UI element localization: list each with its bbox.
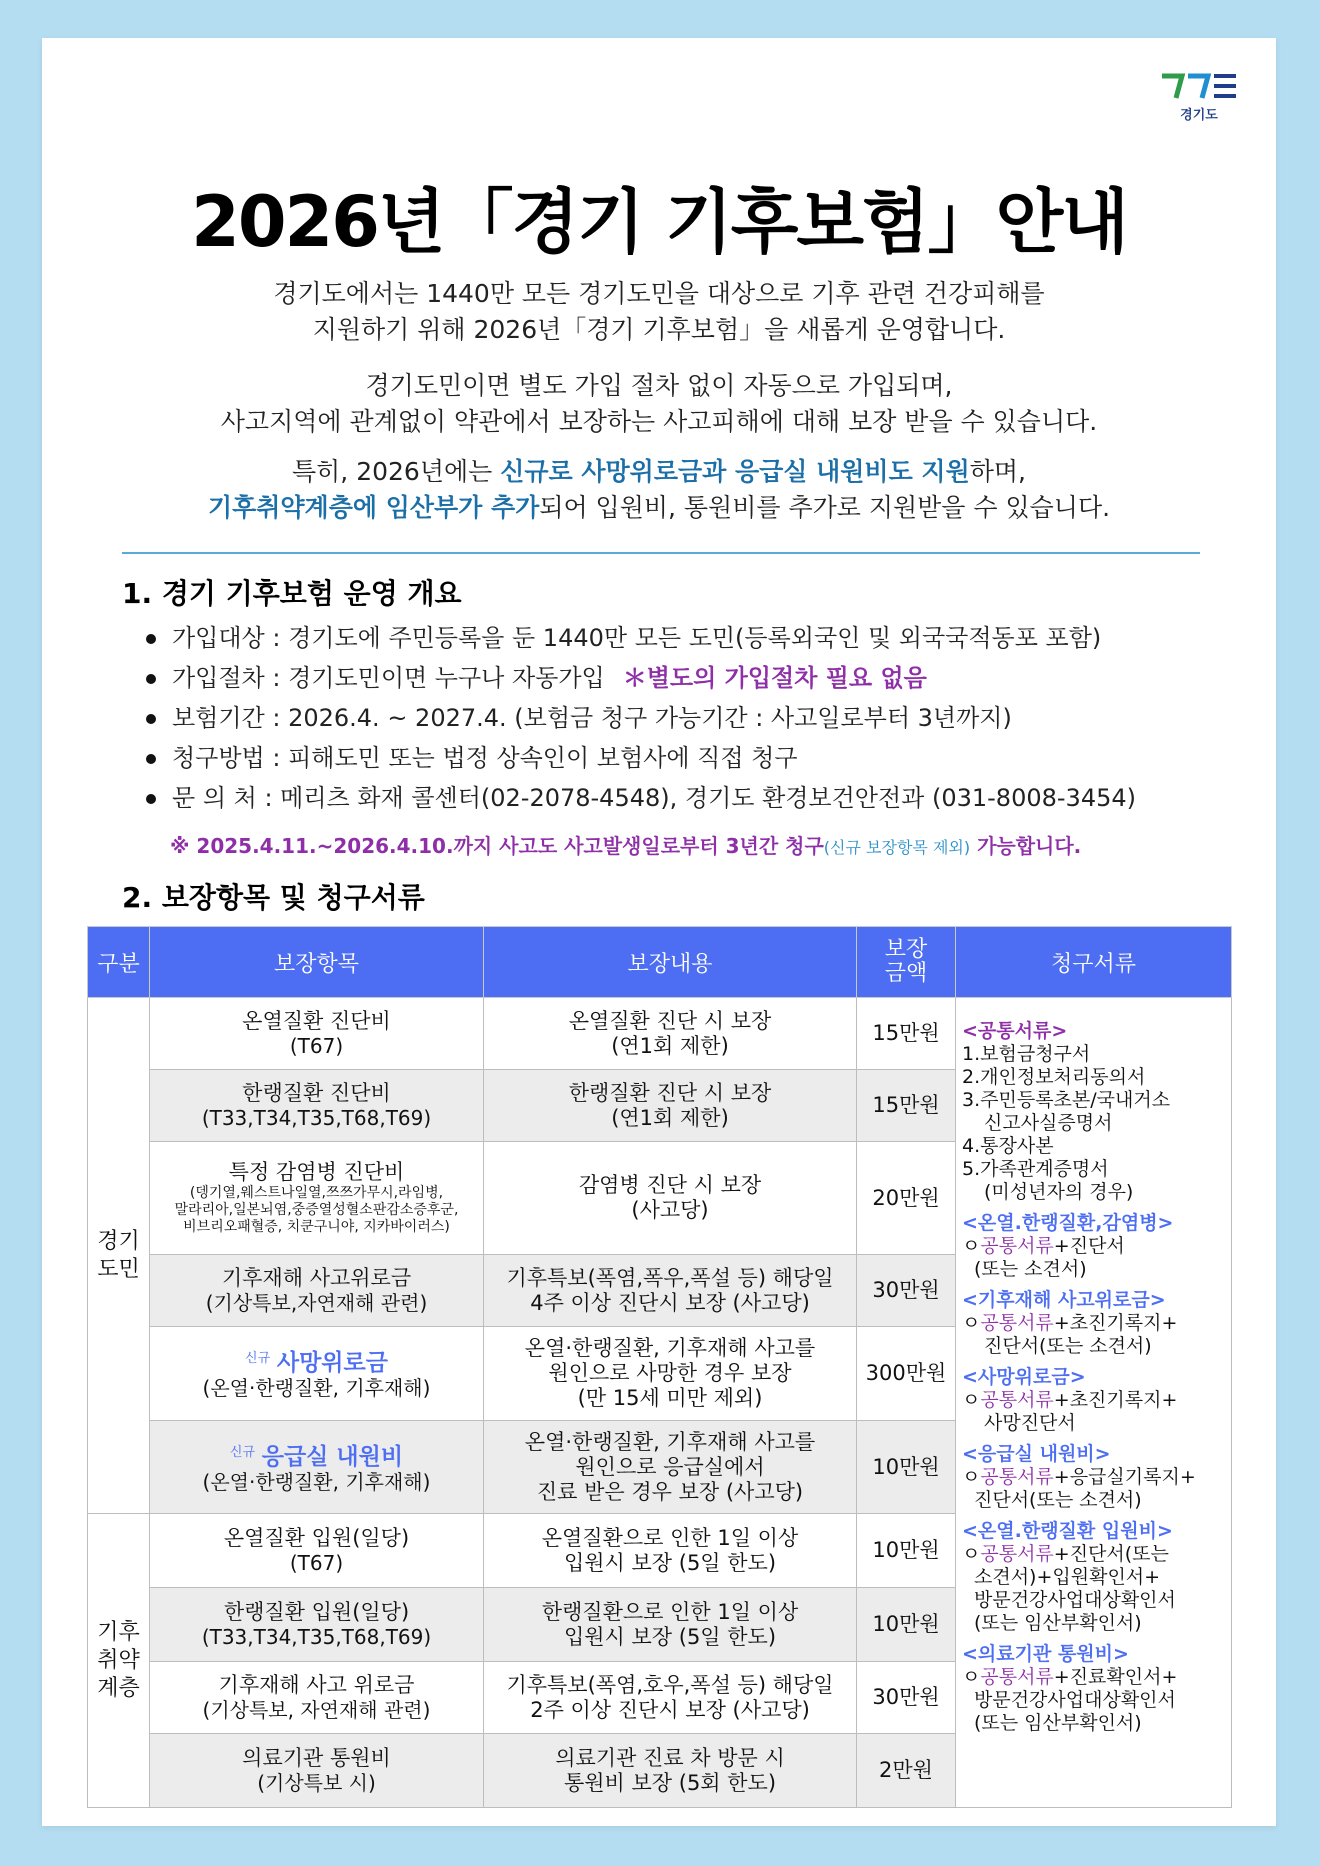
item-sub: (온열·한랭질환, 기후재해) bbox=[202, 1376, 431, 1400]
item-name: 온열질환 진단비 bbox=[242, 1008, 391, 1033]
amount-cell: 10만원 bbox=[857, 1588, 956, 1662]
item-sub: (뎅기열,웨스트나일열,쯔쯔가무시,라임병, 말라리아,일본뇌염,중증열성혈소판감소증후군, 비브리오패혈증, 치쿤구니야, 지카바이러스) bbox=[174, 1185, 459, 1235]
doc-group-title: <온열.한랭질환 입원비> bbox=[962, 1520, 1173, 1542]
doc-line: (또는 소견서) bbox=[974, 1258, 1087, 1280]
item-cell bbox=[150, 1514, 484, 1588]
intro-paragraph-3 bbox=[42, 454, 1276, 526]
doc-line: (또는 임산부확인서) bbox=[974, 1612, 1142, 1634]
item-cell bbox=[150, 1662, 484, 1734]
item-cell bbox=[150, 1588, 484, 1662]
common-ref: 공통서류 bbox=[980, 1543, 1054, 1565]
bullet-glyph: ㅇ bbox=[962, 1235, 981, 1257]
doc-group bbox=[962, 1520, 1227, 1635]
amount-cell: 10만원 bbox=[857, 1514, 956, 1588]
common-ref: 공통서류 bbox=[980, 1312, 1054, 1334]
list-item bbox=[142, 658, 1242, 698]
item-cell bbox=[150, 1142, 484, 1255]
item-sub: (온열·한랭질환, 기후재해) bbox=[202, 1469, 431, 1494]
group-vulnerable: 기후 취약 계층 bbox=[88, 1514, 150, 1808]
item-sub: (T67) bbox=[289, 1033, 344, 1058]
content-cell: 한랭질환 진단 시 보장 (연1회 제한) bbox=[484, 1070, 857, 1142]
item-sub: (기상특보,자연재해 관련) bbox=[205, 1290, 428, 1315]
item-name-text: 사망위로금 bbox=[276, 1350, 388, 1376]
overview-list bbox=[142, 618, 1242, 818]
doc-line: 5.가족관계증명서 bbox=[962, 1158, 1109, 1180]
section-1-title: 1. 경기 기후보험 운영 개요 bbox=[122, 577, 462, 610]
common-docs-title: <공통서류> bbox=[962, 1020, 1068, 1042]
doc-line: 방문건강사업대상확인서 bbox=[974, 1589, 1176, 1611]
amount-cell: 15만원 bbox=[857, 1070, 956, 1142]
logo-text: 경기도 bbox=[1180, 108, 1218, 123]
list-item bbox=[142, 698, 1242, 738]
item-name: 온열질환 입원(일당) bbox=[223, 1525, 410, 1550]
item-cell bbox=[150, 1327, 484, 1421]
gyeonggi-logo-icon bbox=[1160, 72, 1238, 102]
content-cell: 온열질환으로 인한 1일 이상 입원시 보장 (5일 한도) bbox=[484, 1514, 857, 1588]
gyeonggi-logo bbox=[1158, 72, 1240, 123]
note-text: ※ 2025.4.11.~2026.4.10.까지 사고도 사고발생일로부터 3년간 청구 bbox=[170, 834, 824, 858]
doc-line: (또는 임산부확인서) bbox=[974, 1712, 1142, 1734]
bullet-glyph: ㅇ bbox=[962, 1543, 981, 1565]
doc-group bbox=[962, 1366, 1227, 1435]
list-item-text: 가입대상 : 경기도에 주민등록을 둔 1440만 모든 도민(등록외국인 및 외국국적동포 포함) bbox=[172, 624, 1102, 652]
item-sub: (기상특보 시) bbox=[257, 1770, 376, 1795]
list-item bbox=[142, 778, 1242, 818]
doc-text: +진료확인서+ bbox=[1053, 1666, 1178, 1688]
doc-line: 4.통장사본 bbox=[962, 1135, 1054, 1157]
table-header-row bbox=[88, 927, 1232, 998]
header-amount: 보장 금액 bbox=[857, 927, 956, 998]
list-item bbox=[142, 618, 1242, 658]
page-title: 2026년「경기 기후보험」안내 bbox=[191, 181, 1127, 263]
item-sub: (T33,T34,T35,T68,T69) bbox=[201, 1624, 432, 1649]
item-sub: (기상특보, 자연재해 관련) bbox=[202, 1697, 431, 1722]
bullet-glyph: ㅇ bbox=[962, 1312, 981, 1334]
doc-group bbox=[962, 1289, 1227, 1358]
table-row bbox=[88, 998, 1232, 1070]
common-ref: 공통서류 bbox=[980, 1666, 1054, 1688]
item-cell bbox=[150, 1070, 484, 1142]
highlight-text: 신규로 사망위로금과 응급실 내원비도 지원 bbox=[500, 457, 970, 486]
intro-paragraph-2 bbox=[42, 368, 1276, 440]
intro-line: 경기도에서는 1440만 모든 경기도민을 대상으로 기후 관련 건강피해를 bbox=[273, 279, 1045, 308]
item-name bbox=[150, 1346, 483, 1376]
item-cell bbox=[150, 1255, 484, 1327]
content-cell: 감염병 진단 시 보장 (사고당) bbox=[484, 1142, 857, 1255]
doc-line bbox=[962, 1235, 1227, 1258]
item-sub: (T67) bbox=[289, 1550, 344, 1575]
list-item-text: 청구방법 : 피해도민 또는 법정 상속인이 보험사에 직접 청구 bbox=[172, 744, 798, 772]
item-name-text: 응급실 내원비 bbox=[261, 1443, 404, 1470]
doc-group-title: <의료기관 통원비> bbox=[962, 1643, 1129, 1665]
doc-line: 2.개인정보처리동의서 bbox=[962, 1066, 1146, 1088]
item-cell bbox=[150, 998, 484, 1070]
coverage-table bbox=[87, 926, 1232, 1808]
amount-cell: 300만원 bbox=[857, 1327, 956, 1421]
no-signup-note: ＊별도의 가입절차 필요 없음 bbox=[622, 664, 927, 692]
new-badge: 신규 bbox=[245, 1351, 271, 1366]
item-cell bbox=[150, 1734, 484, 1808]
content-cell: 온열·한랭질환, 기후재해 사고를 원인으로 응급실에서 진료 받은 경우 보장 (사고당) bbox=[484, 1421, 857, 1514]
intro-text: 특히, 2026년에는 bbox=[292, 457, 501, 486]
list-item bbox=[142, 738, 1242, 778]
doc-group-title: <사망위로금> bbox=[962, 1366, 1086, 1388]
divider bbox=[122, 552, 1200, 554]
item-sub: (T33,T34,T35,T68,T69) bbox=[201, 1105, 432, 1130]
doc-line bbox=[962, 1666, 1227, 1689]
intro-line bbox=[42, 454, 1276, 490]
item-name: 기후재해 사고 위로금 bbox=[218, 1672, 415, 1697]
intro-paragraph-1 bbox=[42, 276, 1276, 348]
amount-cell: 30만원 bbox=[857, 1255, 956, 1327]
doc-group bbox=[962, 1643, 1227, 1735]
list-item-text: 문 의 처 : 메리츠 화재 콜센터(02-2078-4548), 경기도 환경보건안전과 (031-8008-3454) bbox=[172, 784, 1136, 812]
section-2-title: 2. 보장항목 및 청구서류 bbox=[122, 881, 425, 914]
highlight-text: 기후취약계층에 임산부가 추가 bbox=[207, 493, 540, 522]
content-cell: 한랭질환으로 인한 1일 이상 입원시 보장 (5일 한도) bbox=[484, 1588, 857, 1662]
doc-group bbox=[962, 1212, 1227, 1281]
amount-cell: 30만원 bbox=[857, 1662, 956, 1734]
doc-line: 소견서)+입원확인서+ bbox=[974, 1566, 1161, 1588]
doc-line: (미성년자의 경우) bbox=[984, 1181, 1134, 1203]
doc-text: +진단서 bbox=[1053, 1235, 1125, 1257]
content-cell: 기후특보(폭염,폭우,폭설 등) 해당일 4주 이상 진단시 보장 (사고당) bbox=[484, 1255, 857, 1327]
intro-line: 지원하기 위해 2026년「경기 기후보험」을 새롭게 운영합니다. bbox=[312, 315, 1006, 344]
doc-group-title: <응급실 내원비> bbox=[962, 1443, 1111, 1465]
item-name: 의료기관 통원비 bbox=[242, 1745, 391, 1770]
note-text: 가능합니다. bbox=[970, 834, 1082, 858]
doc-line bbox=[962, 1543, 1227, 1566]
coverage-table-wrap bbox=[87, 926, 1232, 1808]
doc-line: 사망진단서 bbox=[984, 1412, 1076, 1434]
common-ref: 공통서류 bbox=[980, 1389, 1054, 1411]
doc-line: 1.보험금청구서 bbox=[962, 1043, 1091, 1065]
doc-text: +초진기록지+ bbox=[1053, 1312, 1178, 1334]
header-category: 구분 bbox=[88, 927, 150, 998]
item-name: 기후재해 사고위로금 bbox=[221, 1265, 412, 1290]
documents-cell bbox=[956, 998, 1232, 1808]
amount-cell: 20만원 bbox=[857, 1142, 956, 1255]
header-content: 보장내용 bbox=[484, 927, 857, 998]
doc-line bbox=[962, 1312, 1227, 1335]
doc-line bbox=[962, 1389, 1227, 1412]
doc-line: 3.주민등록초본/국내거소 bbox=[962, 1089, 1171, 1111]
amount-cell: 2만원 bbox=[857, 1734, 956, 1808]
doc-text: +진단서(또는 bbox=[1053, 1543, 1169, 1565]
doc-line: 진단서(또는 소견서) bbox=[984, 1335, 1152, 1357]
doc-line: 진단서(또는 소견서) bbox=[974, 1489, 1142, 1511]
item-name bbox=[150, 1440, 483, 1470]
header-documents: 청구서류 bbox=[956, 927, 1232, 998]
content-cell: 의료기관 진료 차 방문 시 통원비 보장 (5회 한도) bbox=[484, 1734, 857, 1808]
doc-line bbox=[962, 1466, 1227, 1489]
amount-cell: 10만원 bbox=[857, 1421, 956, 1514]
claim-period-note bbox=[170, 830, 1081, 859]
intro-line bbox=[42, 490, 1276, 526]
item-name: 특정 감염병 진단비 bbox=[228, 1160, 405, 1184]
doc-group-title: <기후재해 사고위로금> bbox=[962, 1289, 1166, 1311]
note-small-text: (신규 보장항목 제외) bbox=[823, 838, 971, 857]
bullet-glyph: ㅇ bbox=[962, 1666, 981, 1688]
intro-line: 사고지역에 관계없이 약관에서 보장하는 사고피해에 대해 보장 받을 수 있습니다. bbox=[220, 407, 1098, 436]
document-sheet bbox=[42, 38, 1276, 1826]
doc-text: +응급실기록지+ bbox=[1053, 1466, 1196, 1488]
item-name: 한랭질환 진단비 bbox=[242, 1080, 391, 1105]
doc-line: 신고사실증명서 bbox=[984, 1112, 1113, 1134]
item-cell bbox=[150, 1421, 484, 1514]
intro-text: 하며, bbox=[969, 457, 1026, 486]
doc-line: 방문건강사업대상확인서 bbox=[974, 1689, 1176, 1711]
item-name: 한랭질환 입원(일당) bbox=[223, 1599, 410, 1624]
group-residents: 경기 도민 bbox=[88, 998, 150, 1514]
common-ref: 공통서류 bbox=[980, 1466, 1054, 1488]
bullet-glyph: ㅇ bbox=[962, 1466, 981, 1488]
amount-cell: 15만원 bbox=[857, 998, 956, 1070]
intro-line: 경기도민이면 별도 가입 절차 없이 자동으로 가입되며, bbox=[365, 371, 953, 400]
doc-group bbox=[962, 1443, 1227, 1512]
content-cell: 온열·한랭질환, 기후재해 사고를 원인으로 사망한 경우 보장 (만 15세 미만 제외) bbox=[484, 1327, 857, 1421]
doc-text: +초진기록지+ bbox=[1053, 1389, 1178, 1411]
new-badge: 신규 bbox=[229, 1444, 256, 1460]
list-item-text: 가입절차 : 경기도민이면 누구나 자동가입 bbox=[172, 664, 605, 692]
bullet-glyph: ㅇ bbox=[962, 1389, 981, 1411]
common-ref: 공통서류 bbox=[980, 1235, 1054, 1257]
intro-text: 되어 입원비, 통원비를 추가로 지원받을 수 있습니다. bbox=[539, 493, 1111, 522]
header-item: 보장항목 bbox=[150, 927, 484, 998]
doc-group-title: <온열.한랭질환,감염병> bbox=[962, 1212, 1174, 1234]
content-cell: 기후특보(폭염,호우,폭설 등) 해당일 2주 이상 진단시 보장 (사고당) bbox=[484, 1662, 857, 1734]
content-cell: 온열질환 진단 시 보장 (연1회 제한) bbox=[484, 998, 857, 1070]
list-item-text: 보험기간 : 2026.4. ~ 2027.4. (보험금 청구 가능기간 : 사고일로부터 3년까지) bbox=[172, 704, 1012, 732]
